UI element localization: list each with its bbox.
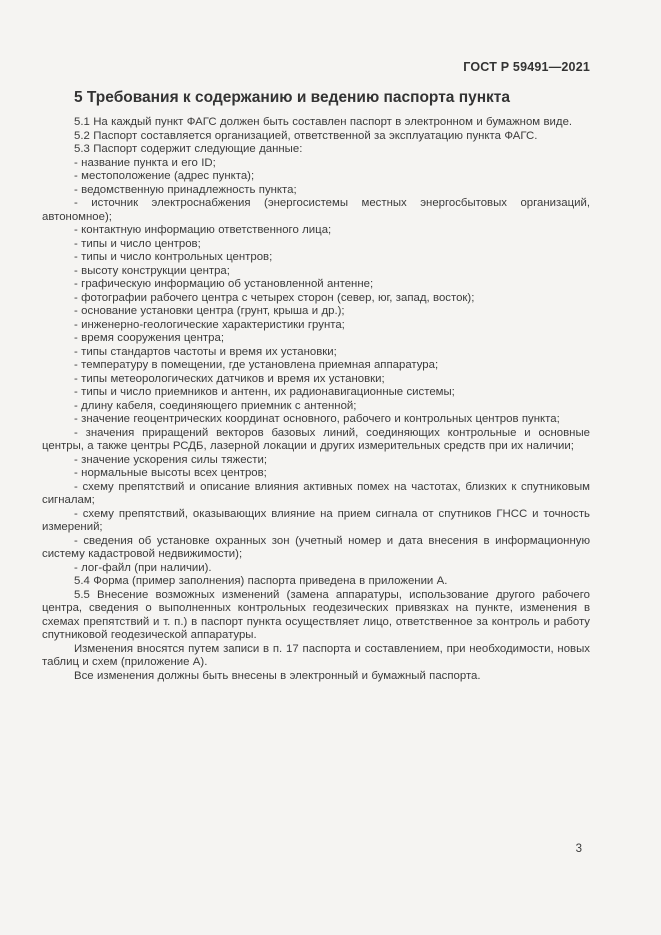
paragraph: - нормальные высоты всех центров; xyxy=(74,467,267,479)
paragraph: - лог-файл (при наличии). xyxy=(74,561,212,574)
paragraph: - типы и число контрольных центров; xyxy=(74,251,273,263)
paragraph: - время сооружения центра; xyxy=(74,332,224,344)
text-block xyxy=(42,61,590,683)
paragraph: - схему препятствий и описание влияния активных помех на частотах, близких к спутниковым сигналам; xyxy=(42,480,590,506)
paragraph: Все изменения должны быть внесены в электронный и бумажный паспорта. xyxy=(74,669,481,682)
paragraph: - типы метеорологических датчиков и время их установки; xyxy=(74,372,385,385)
body-content xyxy=(42,116,590,683)
paragraph: 5.5 Внесение возможных изменений (замена аппаратуры, использование другого рабочего центра, сведения о выполненных контрольных геодезических привязках на пункте, изменения в схемах препятствий и т. п.) в паспорт пункта осуществляет лицо, ответственное за контроль и работу спутниковой геодезической аппаратуры. xyxy=(42,588,590,641)
paragraph: Изменения вносятся путем записи в п. 17 паспорта и составлением, при необходимости, новых таблиц и схем (приложение А). xyxy=(42,642,590,668)
paragraph: - название пункта и его ID; xyxy=(74,156,216,169)
paragraph: - длину кабеля, соединяющего приемник с антенной; xyxy=(74,399,357,412)
paragraph: - типы и число приемников и антенн, их радионавигационные системы; xyxy=(74,386,455,398)
paragraph: - ведомственную принадлежность пункта; xyxy=(74,183,297,196)
paragraph: - инженерно-геологические характеристики грунта; xyxy=(74,318,345,331)
paragraph: - контактную информацию ответственного лица; xyxy=(74,224,332,236)
paragraph: - источник электроснабжения (энергосистемы местных энергосбытовых организаций, автономное); xyxy=(42,197,590,223)
paragraph: 5.4 Форма (пример заполнения) паспорта приведена в приложении А. xyxy=(74,575,448,587)
section-title: 5 Требования к содержанию и ведению паспорта пункта xyxy=(74,89,511,106)
paragraph: - сведения об установке охранных зон (учетный номер и дата внесения в информационную систему кадастровой недвижимости); xyxy=(42,534,590,560)
page-number: 3 xyxy=(575,843,582,855)
paragraph: - значение геоцентрических координат основного, рабочего и контрольных центров пункта; xyxy=(74,413,560,425)
paragraph: - значения приращений векторов базовых линий, соединяющих контрольные и основные центры, а также центры РСДБ, лазерной локации и других измерительных средств при их наличии; xyxy=(42,426,590,452)
paragraph: - типы и число центров; xyxy=(74,237,201,250)
document-standard-number: ГОСТ Р 59491—2021 xyxy=(463,60,590,74)
paragraph: 5.1 На каждый пункт ФАГС должен быть составлен паспорт в электронном и бумажном виде. xyxy=(74,116,573,128)
paragraph: - основание установки центра (грунт, крыша и др.); xyxy=(74,305,345,317)
paragraph: 5.2 Паспорт составляется организацией, ответственной за эксплуатацию пункта ФАГС. xyxy=(74,129,538,142)
paragraph: - температуру в помещении, где установлена приемная аппаратура; xyxy=(74,359,439,371)
paragraph: - схему препятствий, оказывающих влияние на прием сигнала от спутников ГНСС и точность измерений; xyxy=(42,507,590,533)
paragraph: - высоту конструкции центра; xyxy=(74,264,230,277)
paragraph: 5.3 Паспорт содержит следующие данные: xyxy=(74,143,303,155)
paragraph: - фотографии рабочего центра с четырех сторон (север, юг, запад, восток); xyxy=(74,291,475,304)
paragraph: - графическую информацию об установленной антенне; xyxy=(74,278,374,290)
paragraph: - местоположение (адрес пункта); xyxy=(74,170,255,182)
paragraph: - значение ускорения силы тяжести; xyxy=(74,453,267,466)
paragraph: - типы стандартов частоты и время их установки; xyxy=(74,345,337,358)
